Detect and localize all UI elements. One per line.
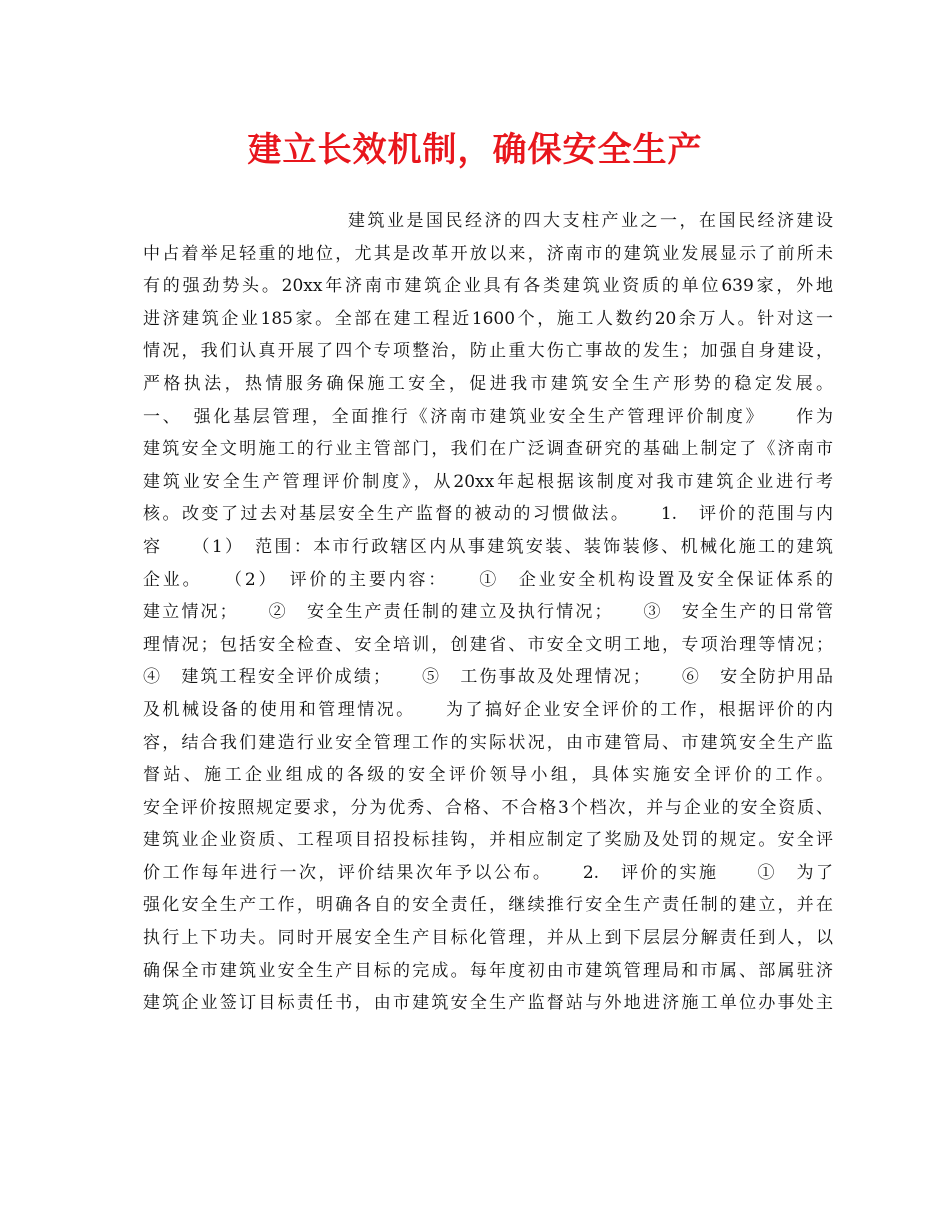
body-line: 安全评价按照规定要求，分为优秀、合格、不合格3个档次，并与企业的安全资质、 — [143, 797, 833, 818]
body-line: 强化安全生产工作，明确各自的安全责任，继续推行安全生产责任制的建立，并在 — [143, 895, 833, 916]
document-body — [143, 205, 833, 1020]
body-line: 进济建筑企业185家。全部在建工程近1600个，施工人数约20余万人。针对这一 — [143, 308, 833, 329]
body-line: ④ 建筑工程安全评价成绩； ⑤ 工伤事故及处理情况； ⑥ 安全防护用品 — [143, 667, 833, 688]
body-line: 价工作每年进行一次，评价结果次年予以公布。 2. 评价的实施 ① 为了 — [143, 862, 833, 883]
body-line: 督站、施工企业组成的各级的安全评价领导小组，具体实施安全评价的工作。 — [143, 765, 833, 786]
body-line: 核。改变了过去对基层安全生产监督的被动的习惯做法。 1. 评价的范围与内 — [143, 504, 833, 525]
body-line: 理情况；包括安全检查、安全培训，创建省、市安全文明工地，专项治理等情况； — [143, 634, 833, 655]
body-line: 情况，我们认真开展了四个专项整治，防止重大伤亡事故的发生；加强自身建设， — [143, 341, 833, 362]
body-line: 建筑安全文明施工的行业主管部门，我们在广泛调查研究的基础上制定了《济南市 — [143, 439, 833, 460]
body-line: 一、 强化基层管理，全面推行《济南市建筑业安全生产管理评价制度》 作为 — [143, 406, 833, 427]
body-line: 建立情况； ② 安全生产责任制的建立及执行情况； ③ 安全生产的日常管 — [143, 602, 833, 623]
body-line: 容 （1） 范围：本市行政辖区内从事建筑安装、装饰装修、机械化施工的建筑 — [143, 536, 833, 557]
body-line: 建筑企业签订目标责任书，由市建筑安全生产监督站与外地进济施工单位办事处主 — [143, 993, 833, 1014]
body-line: 严格执法，热情服务确保施工安全，促进我市建筑安全生产形势的稳定发展。 — [143, 373, 833, 394]
body-line: 有的强劲势头。20xx年济南市建筑企业具有各类建筑业资质的单位639家，外地 — [143, 276, 833, 297]
body-line: 建筑业企业资质、工程项目招投标挂钩，并相应制定了奖励及处罚的规定。安全评 — [143, 830, 833, 851]
body-line: 执行上下功夫。同时开展安全生产目标化管理，并从上到下层层分解责任到人，以 — [143, 928, 833, 949]
body-line: 确保全市建筑业安全生产目标的完成。每年度初由市建筑管理局和市属、部属驻济 — [143, 960, 833, 981]
document-title: 建立长效机制，确保安全生产 — [247, 130, 703, 170]
body-line: 建筑业安全生产管理评价制度》，从20xx年起根据该制度对我市建筑企业进行考 — [143, 471, 833, 492]
body-line: 企业。 （2） 评价的主要内容： ① 企业安全机构设置及安全保证体系的 — [143, 569, 833, 590]
body-line: 中占着举足轻重的地位，尤其是改革开放以来，济南市的建筑业发展显示了前所未 — [143, 243, 833, 264]
body-line: 容，结合我们建造行业安全管理工作的实际状况，由市建管局、市建筑安全生产监 — [143, 732, 833, 753]
body-line: 建筑业是国民经济的四大支柱产业之一，在国民经济建设 — [348, 211, 833, 231]
body-line: 及机械设备的使用和管理情况。 为了搞好企业安全评价的工作，根据评价的内 — [143, 699, 833, 720]
